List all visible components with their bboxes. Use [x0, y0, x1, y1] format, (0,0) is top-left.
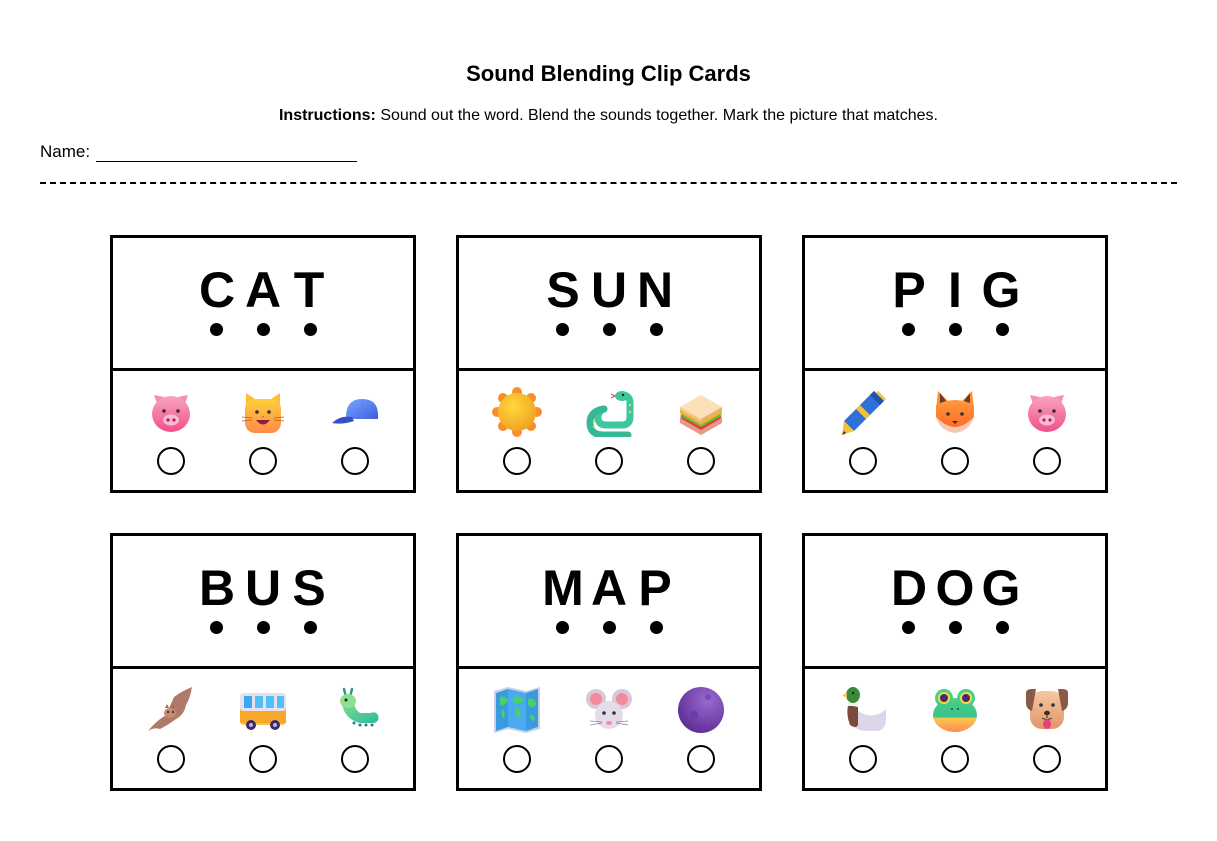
picture-options — [113, 669, 413, 788]
word-panel — [805, 238, 1105, 371]
letter: D — [890, 560, 928, 616]
fox-icon — [929, 386, 981, 438]
answer-bubble[interactable] — [157, 447, 185, 475]
letter: O — [935, 560, 975, 616]
letter: T — [293, 262, 325, 318]
clip-card-bus — [110, 533, 416, 791]
answer-bubble[interactable] — [341, 745, 369, 773]
sound-dot — [949, 621, 962, 634]
sound-dots — [885, 621, 1026, 634]
bat-icon — [145, 684, 197, 736]
bus-icon — [237, 684, 289, 736]
sound-dot — [902, 323, 915, 336]
page-title: Sound Blending Clip Cards — [466, 61, 751, 86]
sound-dots — [539, 621, 680, 634]
letter: B — [198, 560, 236, 616]
letter: C — [198, 262, 236, 318]
letter: S — [546, 262, 580, 318]
option-bug — [309, 684, 401, 773]
option-fox — [909, 386, 1001, 475]
word-panel — [459, 238, 759, 371]
option-bat — [125, 684, 217, 773]
answer-bubble[interactable] — [503, 745, 531, 773]
sound-dot — [949, 323, 962, 336]
option-dog — [1001, 684, 1093, 773]
cut-line-divider — [40, 182, 1177, 184]
snake-icon — [583, 386, 635, 438]
answer-bubble[interactable] — [941, 447, 969, 475]
sound-dot — [304, 323, 317, 336]
sound-dot — [304, 621, 317, 634]
letter: P — [892, 262, 926, 318]
answer-bubble[interactable] — [595, 447, 623, 475]
answer-bubble[interactable] — [341, 447, 369, 475]
name-label: Name: — [40, 142, 91, 161]
instructions — [0, 107, 1217, 125]
answer-bubble[interactable] — [687, 745, 715, 773]
sound-dots — [539, 323, 680, 336]
word — [886, 560, 1024, 616]
answer-bubble[interactable] — [595, 745, 623, 773]
letter: U — [590, 262, 628, 318]
answer-bubble[interactable] — [503, 447, 531, 475]
letter: A — [244, 262, 282, 318]
word-panel — [805, 536, 1105, 669]
bug-icon — [329, 684, 381, 736]
option-pig — [1001, 386, 1093, 475]
frog-icon — [929, 684, 981, 736]
answer-bubble[interactable] — [941, 745, 969, 773]
letter: I — [948, 262, 962, 318]
clip-card-pig — [802, 235, 1108, 493]
answer-bubble[interactable] — [687, 447, 715, 475]
sandwich-icon — [675, 386, 727, 438]
sound-dot — [210, 323, 223, 336]
clip-card-map — [456, 533, 762, 791]
pig-icon — [1021, 386, 1073, 438]
instructions-label: Instructions: — [278, 107, 376, 124]
name-field[interactable] — [96, 145, 357, 162]
sound-dots — [193, 621, 334, 634]
sound-dot — [603, 323, 616, 336]
clip-card-cat — [110, 235, 416, 493]
option-map — [471, 684, 563, 773]
instructions-text: Sound out the word. Blend the sounds together. Mark the picture that matches. — [375, 107, 938, 124]
word-panel — [113, 238, 413, 371]
letter: U — [244, 560, 282, 616]
sound-dot — [996, 323, 1009, 336]
word — [194, 262, 332, 318]
mouse-icon — [583, 684, 635, 736]
sound-dot — [902, 621, 915, 634]
option-moon — [655, 684, 747, 773]
clip-card-sun — [456, 235, 762, 493]
letter: S — [292, 560, 326, 616]
letter: G — [981, 560, 1021, 616]
letter: N — [636, 262, 674, 318]
option-cat — [217, 386, 309, 475]
pig-icon — [145, 386, 197, 438]
clip-card-dog — [802, 533, 1108, 791]
answer-bubble[interactable] — [1033, 447, 1061, 475]
sound-dot — [996, 621, 1009, 634]
option-sandwich — [655, 386, 747, 475]
sound-dot — [257, 323, 270, 336]
word-panel — [459, 536, 759, 669]
sound-dot — [556, 323, 569, 336]
letter: P — [638, 560, 672, 616]
map-icon — [491, 684, 543, 736]
option-snake — [563, 386, 655, 475]
cat-icon — [237, 386, 289, 438]
letter: M — [542, 560, 584, 616]
answer-bubble[interactable] — [157, 745, 185, 773]
sound-dot — [603, 621, 616, 634]
picture-options — [113, 371, 413, 490]
sound-dot — [257, 621, 270, 634]
picture-options — [805, 371, 1105, 490]
word — [194, 560, 332, 616]
word — [886, 262, 1024, 318]
sound-dot — [650, 621, 663, 634]
option-sun — [471, 386, 563, 475]
word — [540, 560, 678, 616]
picture-options — [459, 669, 759, 788]
picture-options — [459, 371, 759, 490]
word — [540, 262, 678, 318]
option-duck — [817, 684, 909, 773]
option-frog — [909, 684, 1001, 773]
letter: G — [981, 262, 1021, 318]
answer-bubble[interactable] — [249, 745, 277, 773]
option-bus — [217, 684, 309, 773]
sound-dots — [885, 323, 1026, 336]
sound-dot — [556, 621, 569, 634]
pen-icon — [837, 386, 889, 438]
answer-bubble[interactable] — [249, 447, 277, 475]
sound-dots — [193, 323, 334, 336]
dog-icon — [1021, 684, 1073, 736]
sun-icon — [491, 386, 543, 438]
name-row — [40, 142, 357, 162]
duck-icon — [837, 684, 889, 736]
option-cap — [309, 386, 401, 475]
sound-dot — [210, 621, 223, 634]
cap-icon — [329, 386, 381, 438]
letter: A — [590, 560, 628, 616]
option-mouse — [563, 684, 655, 773]
picture-options — [805, 669, 1105, 788]
answer-bubble[interactable] — [849, 745, 877, 773]
option-pig — [125, 386, 217, 475]
answer-bubble[interactable] — [849, 447, 877, 475]
sound-dot — [650, 323, 663, 336]
clip-card-grid — [110, 235, 1108, 791]
option-pen — [817, 386, 909, 475]
answer-bubble[interactable] — [1033, 745, 1061, 773]
moon-icon — [675, 684, 727, 736]
word-panel — [113, 536, 413, 669]
